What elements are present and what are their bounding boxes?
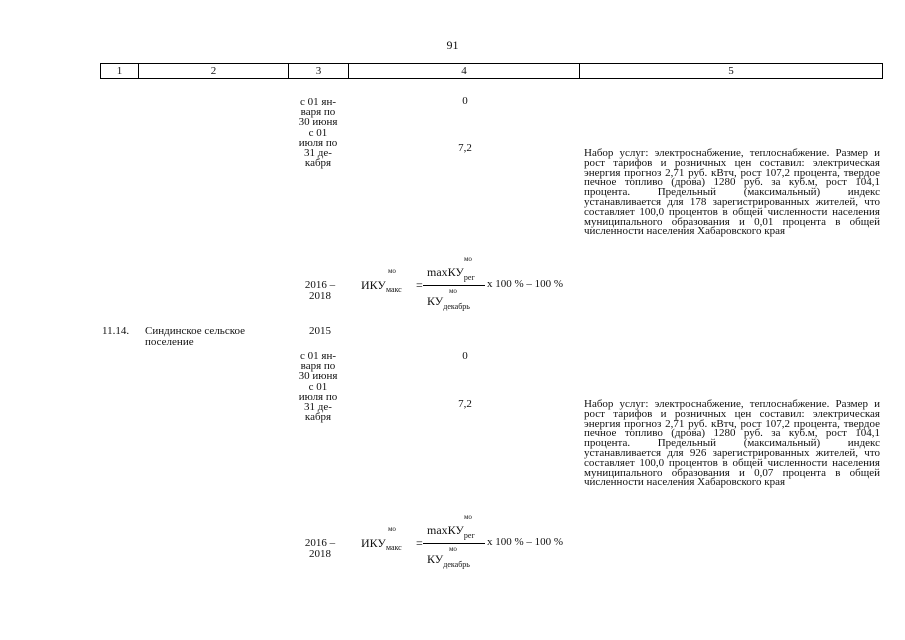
formula-tail: х 100 % – 100 % xyxy=(487,536,564,548)
formula-numerator: maxКУ$_{рег}$ xyxy=(427,523,475,540)
page-number: 91 xyxy=(446,38,459,52)
years-range: 2016 – 2018 xyxy=(304,537,336,560)
period-first-half: с 01 ян- варя по 30 июня xyxy=(298,96,338,128)
years-range: 2016 – 2018 xyxy=(304,279,336,302)
period-second-half: с 01 июля по 31 де- кабря xyxy=(298,381,338,423)
period-second-half: с 01 июля по 31 де- кабря xyxy=(298,127,338,169)
row-number: 11.14. xyxy=(102,325,130,337)
formula-iku-superscript: мо xyxy=(388,525,396,533)
formula-denominator-superscript: мо xyxy=(449,545,457,553)
formula-iku: $ИКУ_{макс}$ xyxy=(361,536,402,552)
index-value-second-half: 7,2 xyxy=(458,142,472,154)
period-first-half: с 01 ян- варя по 30 июня xyxy=(298,350,338,382)
table-header xyxy=(100,63,883,79)
formula-iku: $ИКУ_{макс}$ xyxy=(361,278,402,294)
formula-numerator-superscript: мо xyxy=(464,255,472,263)
header-col-4: 4 xyxy=(349,64,580,78)
formula-equals: = xyxy=(416,536,423,550)
formula-denominator: $КУ_{декабрь}$ xyxy=(427,294,470,311)
formula-numerator-superscript: мо xyxy=(464,513,472,521)
formula-denominator: $КУ_{декабрь}$ xyxy=(427,552,470,569)
max-index-formula xyxy=(361,255,601,325)
header-col-1: 1 xyxy=(101,64,139,78)
formula-tail: х 100 % – 100 % xyxy=(487,278,564,290)
service-description: Набор услуг: электроснабжение, теплоснабжение. Размер и рост тарифов и розничных цен составил: электрическая энергия прогноз 2,71 руб. кВтч, рост 107,2 процента, твердое печное топливо (дрова) 1280 руб. за куб.м, рост 104,1 процента. Предельный (максимальный) индекс устанавливается для 926 зарегистрированных жителей, что составляет 100,0 процентов в общей численности населения муниципального образования и 0,07 процента в общей численности населения Хабаровского края xyxy=(584,398,880,489)
formula-fraction-bar xyxy=(423,285,485,286)
formula-numerator: maxКУ$_{рег}$ xyxy=(427,265,475,282)
formula-iku-superscript: мо xyxy=(388,267,396,275)
header-col-2: 2 xyxy=(139,64,289,78)
index-value-second-half: 7,2 xyxy=(458,398,472,410)
header-col-5: 5 xyxy=(728,65,734,77)
year-label: 2015 xyxy=(309,325,331,337)
formula-equals: = xyxy=(416,278,423,292)
max-index-formula xyxy=(361,513,601,583)
header-col-3: 3 xyxy=(289,64,349,78)
index-value-first-half: 0 xyxy=(462,95,468,107)
formula-denominator-superscript: мо xyxy=(449,287,457,295)
row-name: Синдинское сельское поселение xyxy=(145,325,246,348)
formula-fraction-bar xyxy=(423,543,485,544)
service-description: Набор услуг: электроснабжение, теплоснабжение. Размер и рост тарифов и розничных цен составил: электрическая энергия прогноз 2,71 руб. кВтч, рост 107,2 процента, твердое печное топливо (дрова) 1280 руб. за куб.м, рост 104,1 процента. Предельный (максимальный) индекс устанавливается для 178 зарегистрированных жителей, что составляет 100,0 процентов в общей численности населения муниципального образования и 0,01 процента в общей численности населения Хабаровского края xyxy=(584,147,880,238)
index-value-first-half: 0 xyxy=(462,350,468,362)
